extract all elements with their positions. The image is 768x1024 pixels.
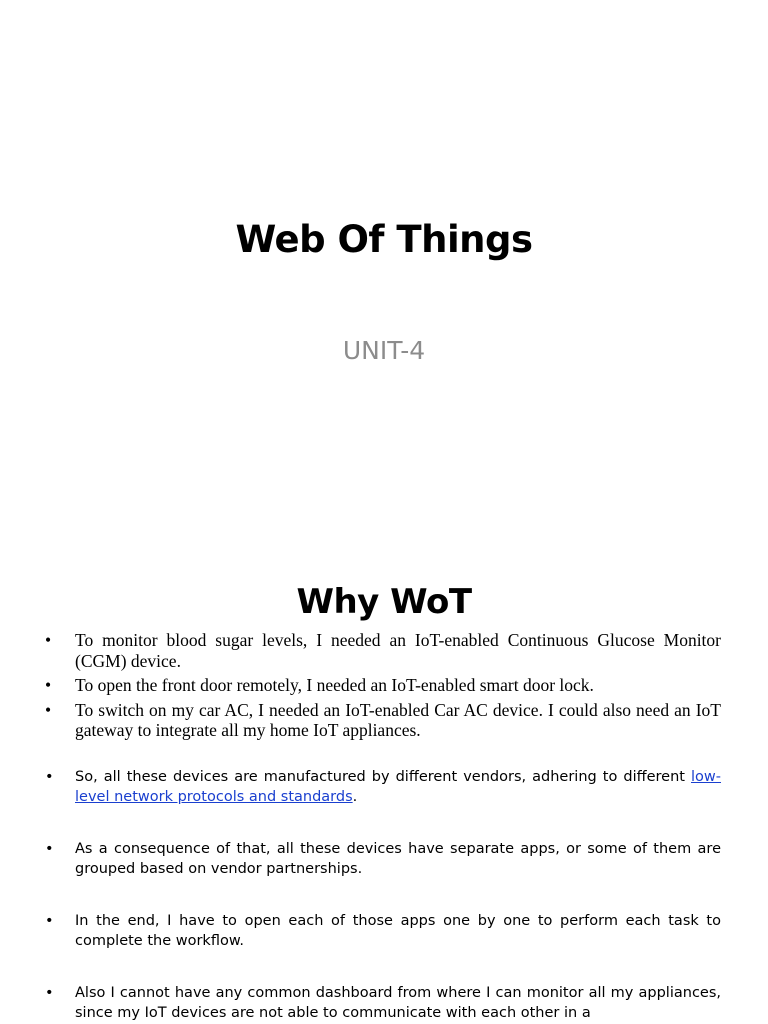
- bullet-item-workflow: [45, 911, 721, 952]
- bullet-text: To switch on my car AC, I needed an IoT-enabled Car AC device. I could also need an IoT gateway to integrate all my home IoT appliances.: [75, 699, 721, 740]
- bullet-text: To open the front door remotely, I needed an IoT-enabled smart door lock.: [75, 675, 594, 695]
- bullet-icon: •: [45, 984, 54, 1001]
- bullet-text: As a consequence of that, all these devices have separate apps, or some of them are grouped based on vendor partnerships.: [75, 840, 721, 877]
- sans-bullet-group: [45, 767, 721, 1024]
- bullet-item-door-lock: [45, 675, 721, 696]
- bullet-icon: •: [45, 840, 54, 857]
- bullet-item-car-ac: [45, 700, 721, 741]
- bullet-text: Also I cannot have any common dashboard from where I can monitor all my appliances, since my IoT devices are not able to communicate with each other in a: [75, 984, 721, 1021]
- bullet-icon: •: [45, 768, 54, 785]
- serif-bullet-group: [45, 630, 721, 741]
- bullet-text: To monitor blood sugar levels, I needed an IoT-enabled Continuous Glucose Monitor (CGM) device.: [75, 630, 721, 671]
- bullet-icon: •: [45, 912, 54, 929]
- slide-heading: Why WoT: [296, 582, 472, 622]
- bullet-icon: •: [45, 630, 52, 650]
- bullet-item-cgm: [45, 630, 721, 671]
- bullet-list: [45, 630, 721, 1024]
- why-wot-slide: [0, 560, 768, 1024]
- bullet-text-end: .: [352, 789, 358, 805]
- slide-subtitle: UNIT-4: [342, 336, 426, 365]
- slide-title: Web Of Things: [235, 218, 533, 261]
- bullet-icon: •: [45, 675, 52, 695]
- bullet-item-vendors: [45, 767, 721, 808]
- bullet-text: So, all these devices are manufactured by different vendors, adhering to different: [75, 768, 691, 785]
- protocols-link[interactable]: low-level network protocols and standards: [75, 768, 721, 805]
- bullet-text: In the end, I have to open each of those apps one by one to perform each task to complete the workflow.: [75, 912, 721, 949]
- bullet-item-separate-apps: [45, 839, 721, 880]
- bullet-item-dashboard: [45, 983, 721, 1024]
- bullet-icon: •: [45, 699, 52, 720]
